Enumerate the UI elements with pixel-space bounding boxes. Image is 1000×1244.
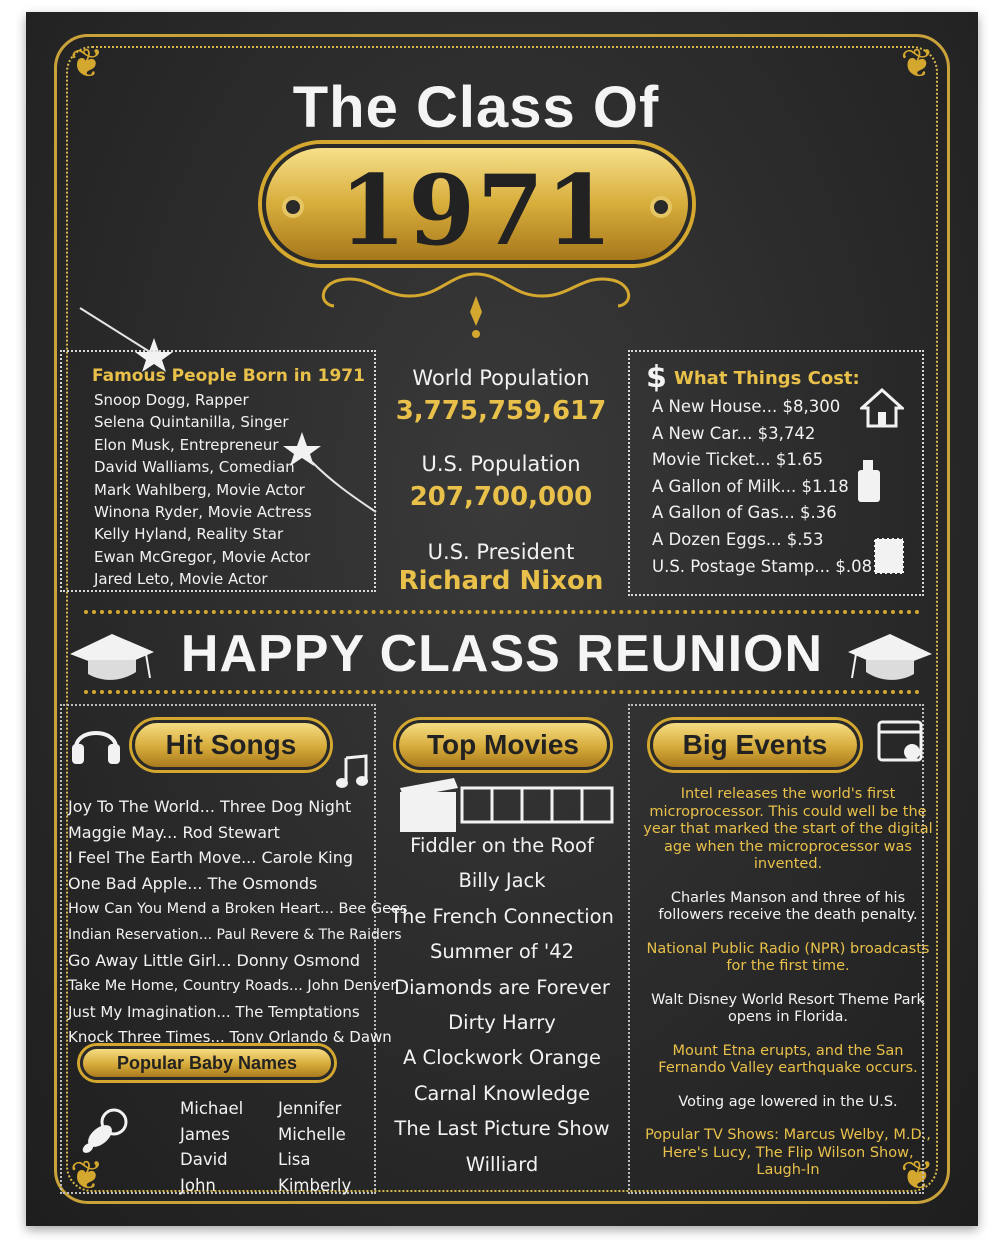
house-icon [860,388,904,428]
list-item: Michelle [278,1124,346,1144]
list-item: The Last Picture Show [394,1117,610,1141]
list-item: Michael [180,1099,244,1118]
list-item: Mount Etna erupts, and the San Fernando Valley earthquake occurs. [658,1042,918,1076]
list-item: Take Me Home, Country Roads... John Denver [68,977,397,994]
world-population-value: 3,775,759,617 [395,396,607,426]
girl-names-list [278,1096,351,1199]
reunion-banner: HAPPY CLASS REUNION [180,625,824,683]
big-events-heading: Big Events [650,720,860,770]
list-item: Fiddler on the Roof [410,834,594,857]
grad-cap-icon [846,626,936,686]
list-item: Voting age lowered in the U.S. [678,1093,898,1110]
hit-songs-list [68,794,407,1051]
top-movies-heading: Top Movies [396,720,610,770]
list-item: I Feel The Earth Move... Carole King [68,848,354,868]
top-movies-list [376,828,628,1182]
big-events-list [638,786,938,1199]
hit-songs-heading: Hit Songs [132,720,330,770]
list-item: Just My Imagination... The Temptations [68,1002,360,1021]
list-item: Movie Ticket... $1.65 [652,450,824,470]
list-item: Kelly Hyland, Reality Star [94,525,284,544]
world-population-label: World Population [412,366,590,390]
list-item: A Dozen Eggs... $.53 [652,529,824,549]
list-item: Maggie May... Rod Stewart [68,822,280,842]
milk-jug-icon [854,458,884,504]
list-item: How Can You Mend a Broken Heart... Bee Gees [68,900,408,917]
postage-stamp-icon [872,536,906,576]
dollar-icon: $ [646,360,667,395]
list-item: Selena Quintanilla, Singer [94,413,289,432]
calendar-icon [876,714,926,764]
class-year: 1971 [339,154,615,267]
list-item: Elon Musk, Entrepreneur [94,435,279,454]
list-item: Knock Three Times... Tony Orlando & Dawn [68,1028,392,1047]
list-item: A Gallon of Milk... $1.18 [652,476,849,496]
divider [84,610,920,614]
list-item: David [180,1150,228,1170]
headphones-icon [70,718,122,766]
list-item: A New House... $8,300 [652,397,841,416]
list-item: Diamonds are Forever [394,975,610,999]
list-item: Summer of '42 [429,940,575,964]
corner-flourish-icon: ❦ [70,41,104,87]
list-item: Lisa [278,1150,311,1170]
list-item: Jennifer [278,1099,342,1118]
pacifier-icon [78,1102,134,1158]
list-item: Carnal Knowledge [413,1081,591,1105]
famous-people-list [94,389,312,591]
list-item: Ewan McGregor, Movie Actor [94,547,311,566]
famous-people-title: Famous People Born in 1971 [92,366,365,386]
list-item: Indian Reservation... Paul Revere & The Raiders [68,926,402,943]
list-item: James [180,1124,230,1144]
us-population-value: 207,700,000 [409,482,593,512]
page-title: The Class Of [292,75,660,140]
list-item: Popular TV Shows: Marcus Welby, M.D., Here's Lucy, The Flip Wilson Show, Laugh-In [645,1127,931,1178]
list-item: Billy Jack [458,869,546,893]
stats-column [380,352,622,602]
film-reel-icon [396,774,616,836]
list-item: Williard [465,1152,539,1176]
list-item: The French Connection [390,904,614,928]
list-item: Joy To The World... Three Dog Night [68,797,352,816]
list-item: Mark Wahlberg, Movie Actor [94,480,305,499]
baby-names-heading: Popular Baby Names [80,1046,334,1080]
year-badge [262,144,692,267]
list-item: A Clockwork Orange [403,1046,601,1070]
list-item: John [180,1176,216,1196]
list-item: Walt Disney World Resort Theme Park opens in Florida. [651,991,925,1025]
chalkboard-poster [26,12,978,1226]
president-value: Richard Nixon [398,566,604,596]
list-item: One Bad Apple... The Osmonds [68,874,318,894]
list-item: Kimberly [278,1176,352,1196]
list-item: David Walliams, Comedian [94,458,295,477]
list-item: Charles Manson and three of his followers receive the death penalty. [658,889,918,923]
list-item: National Public Radio (NPR) broadcasts for the first time. [646,940,930,974]
list-item: Snoop Dogg, Rapper [94,391,249,409]
costs-list [652,394,872,580]
divider [84,690,920,694]
list-item: U.S. Postage Stamp... $.08 [652,556,873,576]
costs-title: What Things Cost: [674,368,860,389]
music-note-icon [334,754,370,790]
swirl-ornament-icon [300,266,652,346]
corner-flourish-icon: ❦ [70,1153,104,1199]
list-item: Intel releases the world's first microprocessor. This could well be the year that marked the start of the digital age when the microprocessor was invented. [643,786,933,872]
list-item: Winona Ryder, Movie Actress [94,503,312,522]
president-label: U.S. President [427,540,575,564]
corner-flourish-icon: ❦ [900,41,934,87]
boy-names-list [180,1096,243,1199]
list-item: A New Car... $3,742 [652,423,816,443]
list-item: Go Away Little Girl... Donny Osmond [68,951,361,971]
list-item: Jared Leto, Movie Actor [94,570,268,589]
list-item: Dirty Harry [448,1011,556,1035]
list-item: A Gallon of Gas... $.36 [652,503,837,523]
corner-flourish-icon: ❦ [900,1153,934,1199]
us-population-label: U.S. Population [421,452,581,476]
